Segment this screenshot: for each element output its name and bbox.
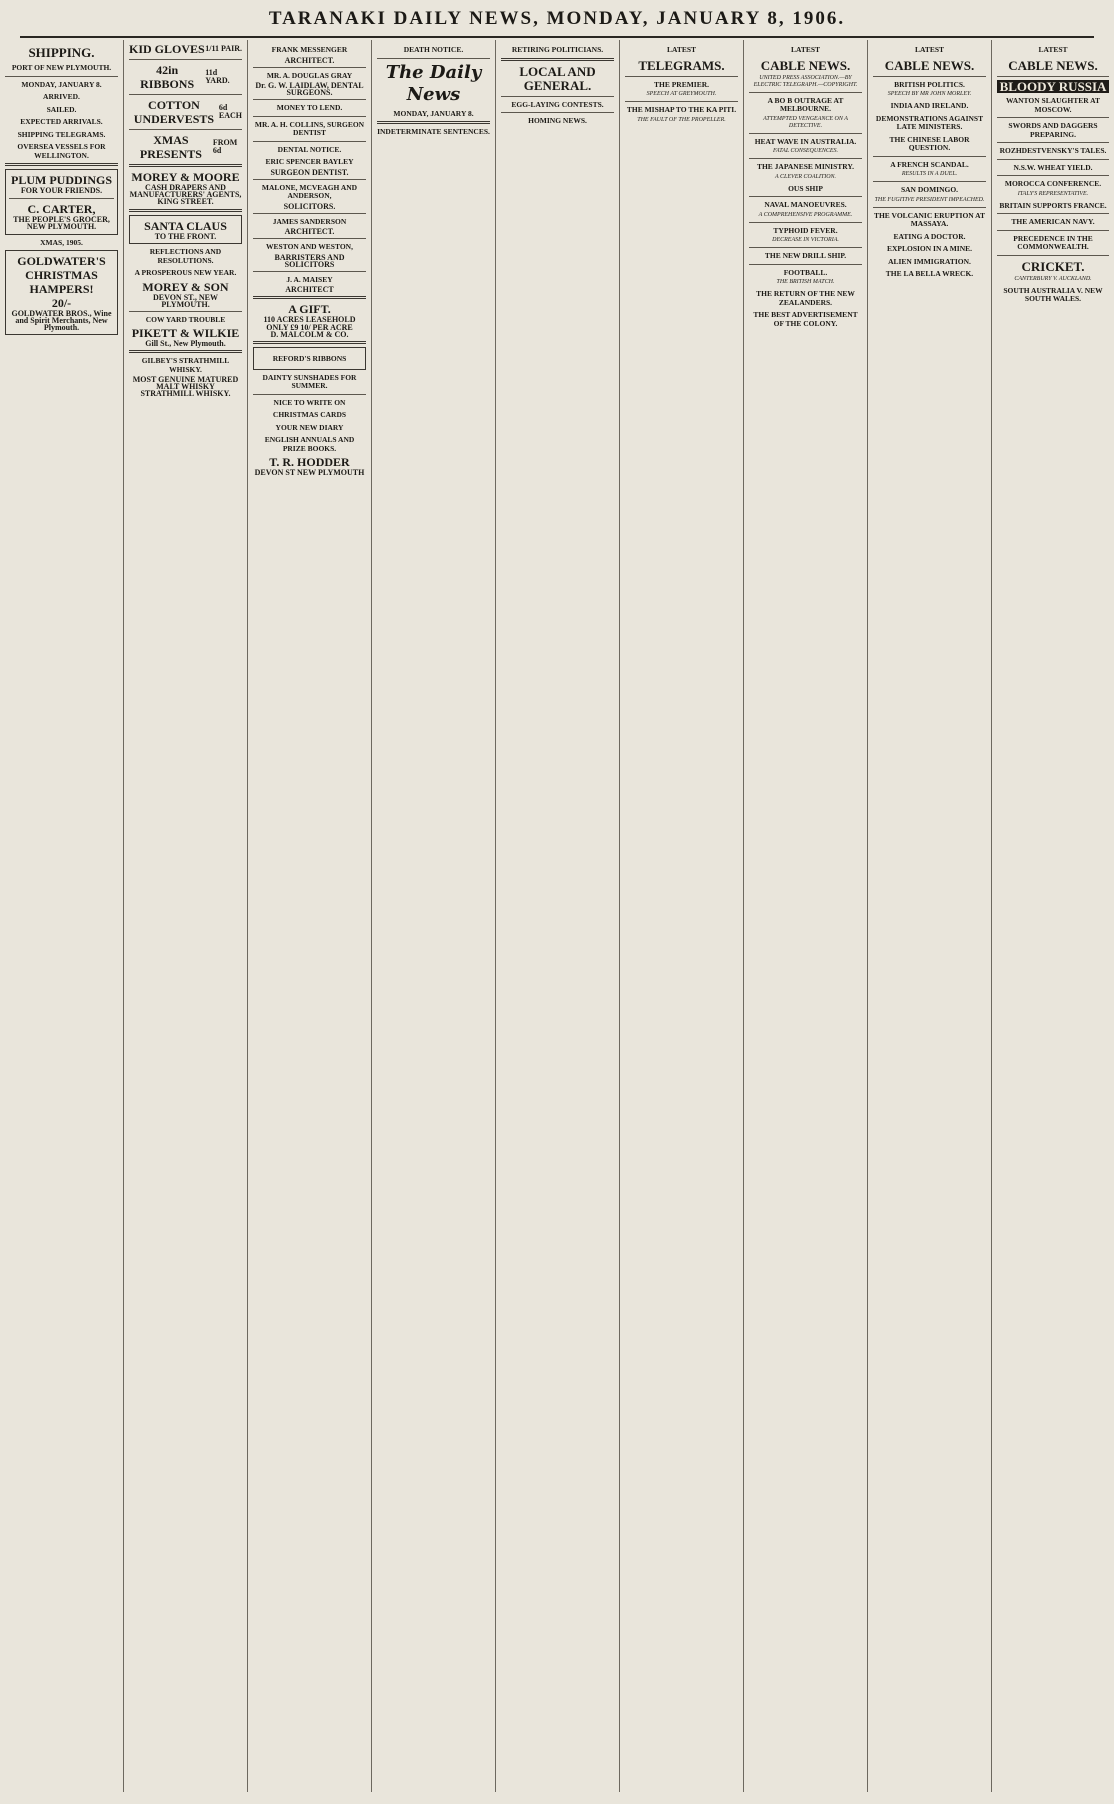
goldwater-ad (5, 250, 118, 335)
alien-immigration: ALIEN IMMIGRATION. (888, 256, 971, 266)
cow-yard-heading: COW YARD TROUBLE (145, 314, 226, 324)
column-cable-news-2 (868, 40, 991, 1792)
ribbons-ad (129, 63, 242, 91)
masthead-rule (20, 36, 1094, 38)
san-domingo: SAN DOMINGO. (900, 185, 959, 194)
plum-puddings-sub: FOR YOUR FRIENDS. (20, 186, 103, 195)
ribbons-label: 42in RIBBONS (140, 63, 195, 91)
shipping-date: MONDAY, JANUARY 8. (21, 79, 102, 89)
dental-notice: DENTAL NOTICE. (277, 144, 342, 154)
naval-manoeuvres: NAVAL MANOEUVRES. (764, 200, 847, 209)
cricket-sub: CANTERBURY V. AUCKLAND. (1014, 275, 1092, 282)
new-diary: YOUR NEW DIARY (275, 422, 344, 432)
reflections-heading: REFLECTIONS AND RESOLUTIONS. (149, 247, 222, 265)
football-sub: THE BRITISH MATCH. (776, 279, 835, 285)
prosperous-heading: A PROSPEROUS NEW YEAR. (134, 268, 237, 278)
gift-price: ONLY £9 10/ PER ACRE (266, 322, 353, 332)
reford-ribbons: REFORD'S RIBBONS (272, 354, 347, 364)
explosion-mine: EXPLOSION IN A MINE. (886, 244, 973, 253)
morey-son-name: MOREY & SON (142, 279, 229, 294)
latest-label: LATEST (790, 45, 821, 54)
domingo-sub: THE FUGITIVE PRESIDENT IMPEACHED. (874, 196, 985, 203)
xmas-presents-ad (129, 133, 242, 161)
christmas-cards: CHRISTMAS CARDS (272, 410, 347, 420)
column-cable-news-1 (744, 40, 867, 1792)
laidlaw: Dr. G. W. LAIDLAW, DENTAL SURGEONS. (255, 81, 364, 97)
carter-location: NEW PLYMOUTH. (26, 222, 97, 232)
cotton-price: 6d EACH (218, 103, 243, 120)
malone-sub: SOLICITORS. (283, 201, 336, 211)
editorial-date: MONDAY, JANUARY 8. (393, 108, 474, 118)
dainty-sunshades: DAINTY SUNSHADES FOR SUMMER. (262, 372, 357, 391)
wanton-slaughter: WANTON SLAUGHTER AT MOSCOW. (1006, 96, 1100, 114)
port-heading: PORT OF NEW PLYMOUTH. (11, 63, 112, 72)
cricket-heading: CRICKET. (1021, 258, 1085, 274)
cotton-ad (129, 98, 242, 126)
ous-ship: OUS SHIP (788, 183, 823, 193)
frank-messenger-sub: ARCHITECT. (284, 55, 335, 65)
heat-wave-sub: FATAL CONSEQUENCES. (772, 148, 839, 154)
morey-moore-name: MOREY & MOORE (131, 170, 240, 184)
morey-son-sub: DEVON ST., NEW PLYMOUTH. (152, 292, 219, 309)
local-and-general: LOCAL AND GENERAL. (519, 63, 596, 93)
japanese-ministry: THE JAPANESE MINISTRY. (756, 162, 855, 171)
shipping-heading: SHIPPING. (28, 45, 95, 60)
santa-title: SANTA CLAUS (144, 218, 227, 233)
rozhdestvensky: ROZHDESTVENSKY'S TALES. (999, 146, 1107, 156)
volcanic-eruption: THE VOLCANIC ERUPTION AT MASSAYA. (873, 210, 986, 228)
sailed-heading: SAILED. (46, 104, 77, 114)
return-zealanders: THE RETURN OF THE NEW ZEALANDERS. (756, 289, 855, 307)
newspaper-masthead-title: TARANAKI DAILY NEWS, MONDAY, JANUARY 8, 1906. (268, 8, 846, 29)
premier-heading: THE PREMIER. (653, 79, 709, 89)
maisey-sub: ARCHITECT (285, 285, 334, 294)
gift-sub: 110 ACRES LEASEHOLD (263, 315, 356, 324)
swords-daggers: SWORDS AND DAGGERS PREPARING. (1008, 121, 1098, 139)
masthead (0, 0, 1114, 40)
typhoid-fever: TYPHOID FEVER. (773, 225, 838, 235)
kid-gloves-price: 1/11 PAIR. (205, 44, 242, 54)
ribbons-price: 11d YARD. (205, 68, 230, 85)
expected-arrivals-heading: EXPECTED ARRIVALS. (20, 117, 103, 126)
column-professional-ads (248, 40, 371, 1792)
goldwater-signature: GOLDWATER BROS., Wine and Spirit Merchants, New Plymouth. (11, 309, 112, 333)
santa-sub: TO THE FRONT. (154, 231, 217, 241)
scandal-sub: RESULTS IN A DUEL. (901, 171, 958, 177)
britain-supports-france: BRITAIN SUPPORTS FRANCE. (999, 200, 1107, 210)
la-bella-wreck: THE LA BELLA WRECK. (885, 269, 974, 278)
homing-news: HOMING NEWS. (528, 116, 587, 125)
bloody-russia-banner: BLOODY RUSSIA (997, 80, 1109, 94)
nsw-wheat: N.S.W. WHEAT YIELD. (1013, 162, 1093, 172)
typhoid-sub: DECREASE IN VICTORIA. (772, 237, 839, 243)
gift-title: A GIFT. (288, 302, 331, 316)
cotton-label: COTTON UNDERVESTS (133, 98, 215, 126)
oversea-vessels-heading: OVERSEA VESSELS FOR WELLINGTON. (17, 142, 106, 160)
column-local (496, 40, 619, 1792)
french-scandal: A FRENCH SCANDAL. (890, 159, 969, 169)
eric-sub: SURGEON DENTIST. (270, 167, 349, 177)
death-notice: DEATH NOTICE. (403, 45, 464, 54)
mishap-sub: THE FAULT OF THE PROPELLER. (637, 116, 726, 123)
reford-ribbons-ad (253, 347, 366, 370)
strathmill: STRATHMILL WHISKY. (140, 389, 231, 399)
south-australia-nsw: SOUTH AUSTRALIA V. NEW SOUTH WALES. (1003, 285, 1103, 304)
money-to-lend: MONEY TO LEND. (276, 103, 343, 112)
outrage-melbourne: A BO B OUTRAGE AT MELBOURNE. (767, 95, 844, 113)
column-drapery-ads (124, 40, 247, 1792)
gilbey-sub: MOST GENUINE MATURED MALT WHISKY (132, 375, 239, 392)
hodder-sub: DEVON ST NEW PLYMOUTH (254, 468, 365, 478)
xmas-presents-price: FROM 6d (212, 138, 238, 155)
latest-label: LATEST (1038, 45, 1068, 54)
pikett-wilkie-name: PIKETT & WILKIE (131, 326, 240, 341)
frank-messenger: FRANK MESSENGER (271, 45, 348, 54)
column-cable-news-3 (992, 40, 1114, 1792)
kid-gloves-ad (129, 42, 242, 56)
douglas-gray: MR. A. DOUGLAS GRAY (266, 70, 353, 80)
plum-puddings-ad (5, 169, 118, 235)
demonstrations: DEMONSTRATIONS AGAINST LATE MINISTERS. (875, 113, 984, 131)
american-navy: THE AMERICAN NAVY. (1011, 217, 1095, 227)
cable-news-heading: CABLE NEWS. (1008, 57, 1098, 73)
sanderson: JAMES SANDERSON (272, 216, 347, 226)
weston-sub: BARRISTERS AND SOLICITORS (274, 252, 345, 269)
collins: MR. A. H. COLLINS, SURGEON DENTIST (254, 119, 365, 137)
sanderson-sub: ARCHITECT. (284, 227, 335, 236)
nice-to-write: NICE TO WRITE ON (273, 397, 346, 407)
indeterminate-sentences: INDETERMINATE SENTENCES. (377, 127, 490, 136)
carter-name: C. CARTER, (27, 201, 96, 216)
xmas-presents-label: XMAS PRESENTS (139, 133, 202, 161)
gilbey-heading: GILBEY'S STRATHMILL WHISKY. (141, 356, 230, 374)
shipping-telegrams-heading: SHIPPING TELEGRAMS. (17, 129, 106, 139)
india-ireland: INDIA AND IRELAND. (890, 101, 969, 110)
mishap-kapiti: THE MISHAP TO THE KA PITI. (626, 105, 737, 114)
new-drill-ship: THE NEW DRILL SHIP. (764, 251, 847, 260)
arrived-heading: ARRIVED. (43, 92, 80, 101)
agency-line: UNITED PRESS ASSOCIATION.—BY ELECTRIC TELEGRAPH.—COPYRIGHT. (753, 74, 858, 88)
british-politics: BRITISH POLITICS. (894, 79, 965, 89)
plum-puddings-title: PLUM PUDDINGS (11, 173, 112, 187)
carter-sub: THE PEOPLE'S GROCER, (13, 214, 110, 224)
precedence-commonwealth: PRECEDENCE IN THE COMMONWEALTH. (1013, 233, 1093, 252)
latest-label: LATEST (914, 45, 945, 54)
naval-sub: A COMPREHENSIVE PROGRAMME. (758, 211, 853, 218)
morey-moore-sub: CASH DRAPERS AND MANUFACTURERS' AGENTS, (129, 183, 242, 199)
column-telegrams (620, 40, 743, 1792)
cable-news-heading: CABLE NEWS. (760, 57, 851, 73)
telegrams-heading: TELEGRAMS. (638, 57, 725, 73)
king-street: KING STREET. (157, 197, 214, 206)
daily-news-nameplate: The Daily News (385, 61, 482, 105)
cable-news-heading: CABLE NEWS. (884, 57, 975, 73)
malcolm: D. MALCOLM & CO. (270, 330, 349, 340)
morocca-conference: MOROCCA CONFERENCE. (1004, 179, 1102, 189)
latest-label: LATEST (666, 45, 697, 54)
eric-spencer-bayley: ERIC SPENCER BAYLEY (265, 157, 354, 166)
santa-claus-ad (129, 215, 242, 245)
column-editorial (372, 40, 495, 1792)
attempted-vengeance: ATTEMPTED VENGEANCE ON A DETECTIVE. (763, 115, 848, 129)
weston: WESTON AND WESTON, (266, 242, 353, 251)
retiring-politicians: RETIRING POLITICIANS. (511, 45, 604, 54)
english-annuals: ENGLISH ANNUALS AND PRIZE BOOKS. (264, 435, 355, 453)
best-advertisement: THE BEST ADVERTISEMENT OF THE COLONY. (753, 310, 858, 328)
football: FOOTBALL. (783, 267, 828, 277)
politics-sub: SPEECH BY MR JOHN MORLEY. (887, 91, 972, 97)
goldwater-title: GOLDWATER'S CHRISTMAS HAMPERS! (17, 254, 106, 297)
chinese-labor: THE CHINESE LABOR QUESTION. (889, 134, 970, 152)
italy-representative: ITALY'S REPRESENTATIVE. (1017, 190, 1089, 197)
heat-wave: HEAT WAVE IN AUSTRALIA. (754, 136, 857, 146)
speech-greymouth: SPEECH AT GREYMOUTH. (646, 91, 717, 97)
malone: MALONE, MCVEAGH AND ANDERSON, (261, 182, 358, 200)
eating-doctor: EATING A DOCTOR. (893, 231, 966, 241)
column-shipping (0, 40, 123, 1792)
japanese-sub: A CLEVER COALITION. (774, 173, 837, 180)
goldwater-price: 20/- (51, 296, 72, 311)
xmas-1905: XMAS, 1905. (40, 237, 83, 247)
pikett-wilkie-sub: Gill St., New Plymouth. (145, 339, 226, 349)
kid-gloves-label: KID GLOVES (129, 42, 205, 56)
hodder-name: T. R. HODDER (269, 455, 350, 470)
egg-laying: EGG-LAYING CONTESTS. (511, 99, 604, 109)
maisey: J. A. MAISEY (286, 274, 333, 284)
